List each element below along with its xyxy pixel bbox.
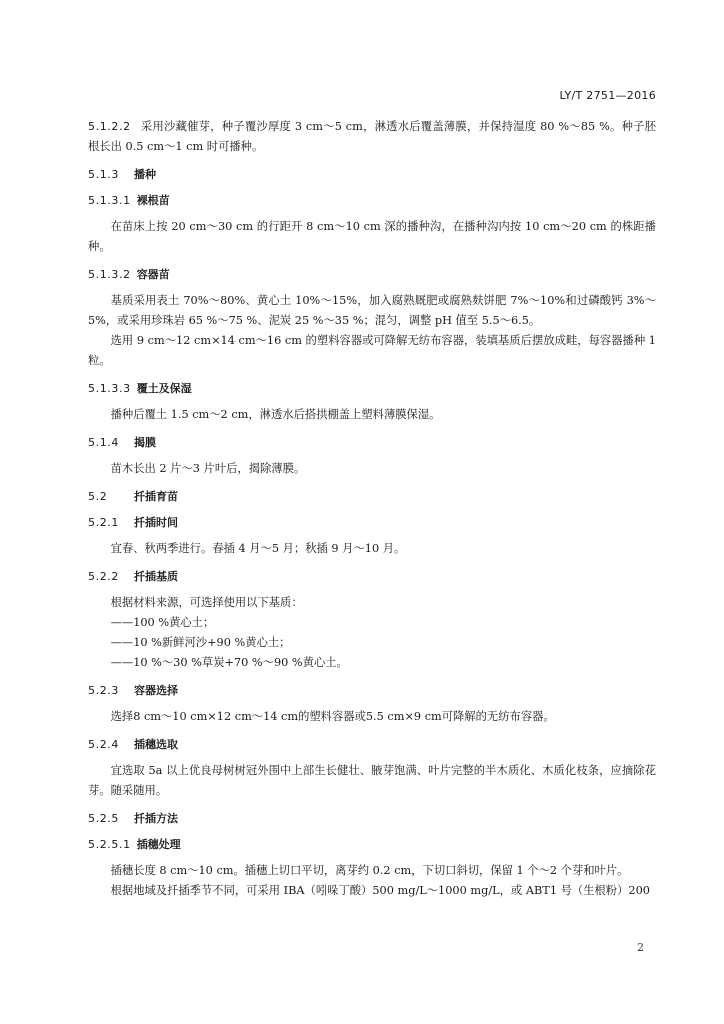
heading-title: 裸根苗 xyxy=(136,194,170,207)
heading-number: 5.1.3.3 xyxy=(88,382,131,395)
paragraph: 插穗长度 8 cm～10 cm。插穗上切口平切，离芽约 0.2 cm，下切口斜切，保留 1 个～2 个芽和叶片。 xyxy=(110,864,629,877)
heading-title: 播种 xyxy=(134,168,156,181)
heading-5-1-3-3 xyxy=(88,379,656,399)
heading-number: 5.1.3.1 xyxy=(88,194,131,207)
heading-title: 容器选择 xyxy=(134,684,178,697)
heading-title: 容器苗 xyxy=(136,268,170,281)
paragraph: 宜选取 5a 以上优良母树树冠外围中上部生长健壮、腋芽饱满、叶片完整的半木质化、木质化枝条，应摘除花芽。随采随用。 xyxy=(88,764,656,797)
document-code: LY/T 2751—2016 xyxy=(559,89,656,102)
paragraph: 播种后覆土 1.5 cm～2 cm，淋透水后搭拱棚盖上塑料薄膜保湿。 xyxy=(110,408,441,421)
heading-number: 5.1.3.2 xyxy=(88,268,131,281)
heading-5-1-3 xyxy=(88,165,656,185)
paragraph: 根据地域及扦插季节不同，可采用 IBA（吲哚丁酸）500 mg/L～1000 mg/L，或 ABT1 号（生根粉）200 xyxy=(110,884,650,897)
paragraph: 选择8 cm～10 cm×12 cm～14 cm的塑料容器或5.5 cm×9 cm可降解的无纺布容器。 xyxy=(110,710,555,723)
heading-5-2-3 xyxy=(88,681,656,701)
list-item: ——10 %～30 %草炭+70 %～90 %黄心土。 xyxy=(110,656,348,669)
heading-number: 5.2.5.1 xyxy=(88,838,131,851)
heading-title: 插穗选取 xyxy=(134,738,178,751)
heading-5-2 xyxy=(88,487,656,507)
heading-5-2-1 xyxy=(88,513,656,533)
heading-title: 覆土及保湿 xyxy=(136,382,192,395)
page-number: 2 xyxy=(637,941,644,954)
section-5-1-2-2 xyxy=(88,117,656,157)
heading-5-1-3-1 xyxy=(88,191,656,211)
heading-5-2-5-1 xyxy=(88,835,656,855)
heading-number: 5.2.5 xyxy=(88,812,119,825)
section-number: 5.1.2.2 xyxy=(88,120,131,133)
heading-title: 揭膜 xyxy=(134,436,156,449)
list-item: ——100 %黄心土； xyxy=(110,616,215,629)
heading-5-2-2 xyxy=(88,567,656,587)
paragraph: 根据材料来源，可选择使用以下基质： xyxy=(110,596,303,609)
heading-5-1-3-2 xyxy=(88,265,656,285)
heading-number: 5.2.4 xyxy=(88,738,119,751)
heading-number: 5.1.3 xyxy=(88,168,119,181)
heading-number: 5.1.4 xyxy=(88,436,119,449)
heading-number: 5.2.2 xyxy=(88,570,119,583)
heading-5-1-4 xyxy=(88,433,656,453)
heading-title: 扦插时间 xyxy=(134,516,178,529)
document-body xyxy=(88,117,656,901)
heading-title: 扦插基质 xyxy=(134,570,178,583)
heading-number: 5.2 xyxy=(88,490,108,503)
heading-title: 插穗处理 xyxy=(136,838,181,851)
paragraph: 基质采用表土 70%～80%、黄心土 10%～15%，加入腐熟厩肥或腐熟麸饼肥 7%～10%和过磷酸钙 3%～5%，或采用珍珠岩 65 %～75 %、泥炭 25 %～35 %；混匀，调整 pH 值至 5.5～6.5。 xyxy=(88,294,656,327)
list-item: ——10 %新鲜河沙+90 %黄心土； xyxy=(110,636,291,649)
heading-number: 5.2.1 xyxy=(88,516,119,529)
heading-5-2-4 xyxy=(88,735,656,755)
heading-title: 扦插方法 xyxy=(134,812,178,825)
paragraph: 在苗床上按 20 cm～30 cm 的行距开 8 cm～10 cm 深的播种沟，在播种沟内按 10 cm～20 cm 的株距播种。 xyxy=(88,220,656,253)
heading-5-2-5 xyxy=(88,809,656,829)
paragraph: 苗木长出 2 片～3 片叶后，揭除薄膜。 xyxy=(110,462,306,475)
heading-title: 扦插育苗 xyxy=(134,490,178,503)
paragraph-text: 采用沙藏催芽，种子覆沙厚度 3 cm～5 cm，淋透水后覆盖薄膜，并保持湿度 80 %～85 %。种子胚根长出 0.5 cm～1 cm 时可播种。 xyxy=(88,120,656,153)
paragraph: 宜春、秋两季进行。春插 4 月～5 月；秋插 9 月～10 月。 xyxy=(110,542,406,555)
paragraph: 选用 9 cm～12 cm×14 cm～16 cm 的塑料容器或可降解无纺布容器，装填基质后摆放成畦，每容器播种 1 粒。 xyxy=(88,334,656,367)
heading-number: 5.2.3 xyxy=(88,684,119,697)
